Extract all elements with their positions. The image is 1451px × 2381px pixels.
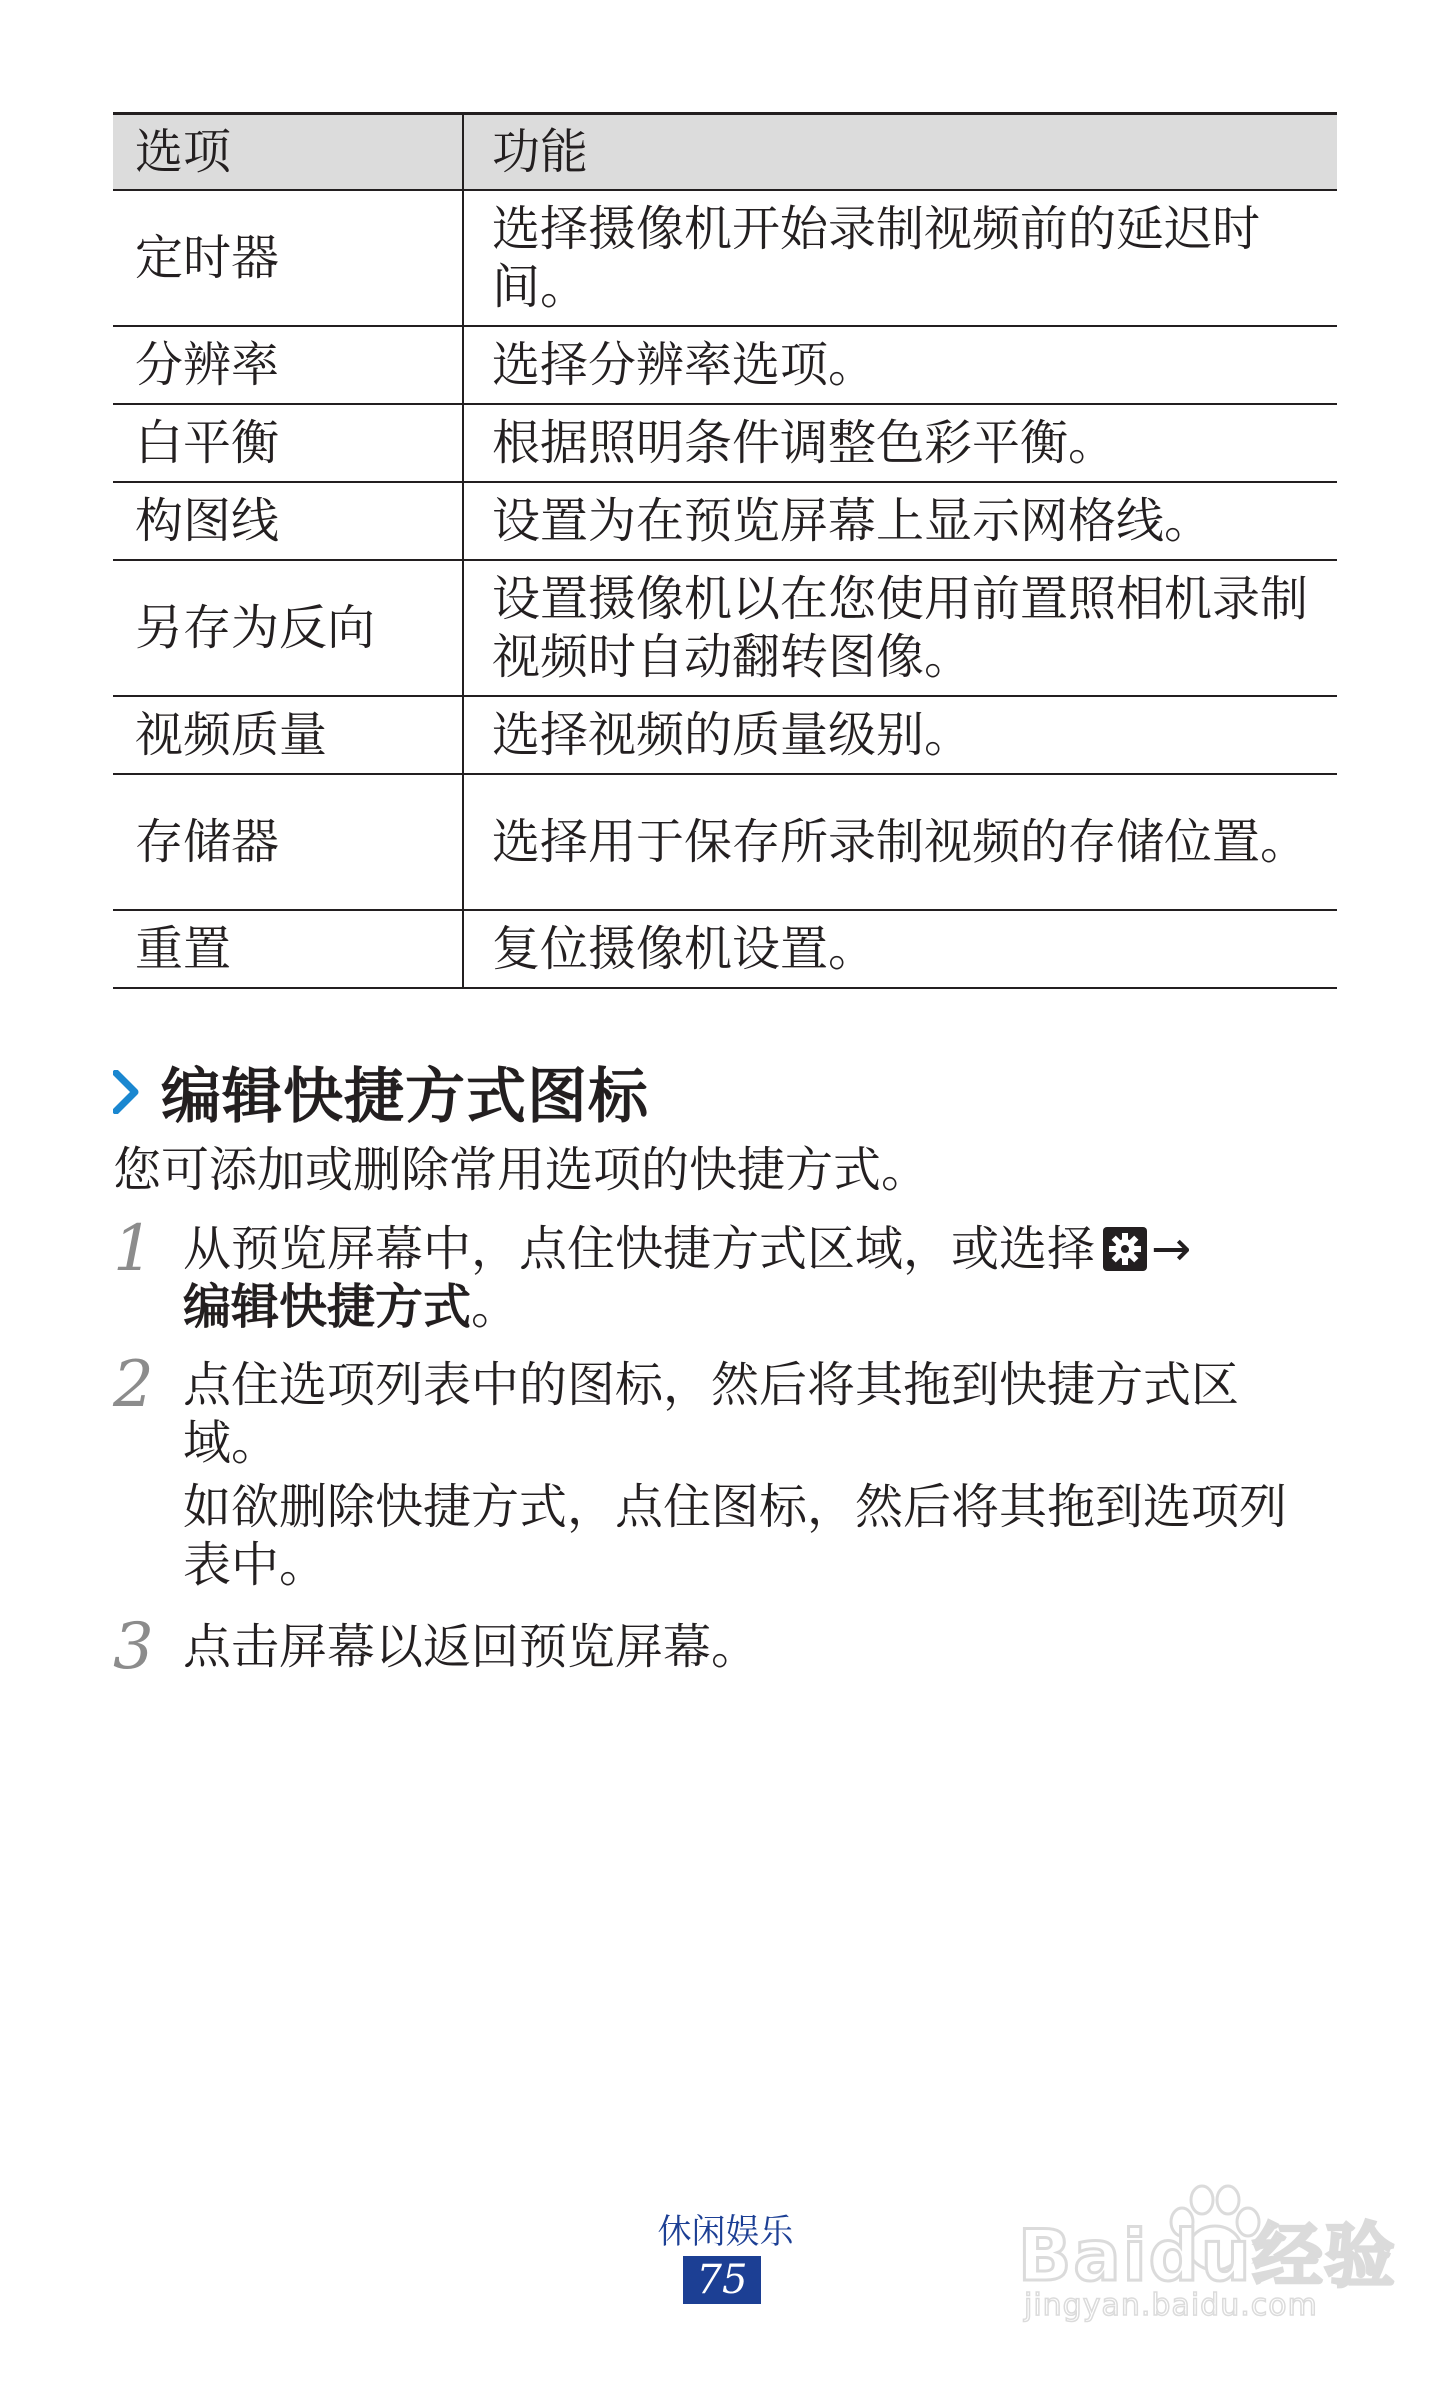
- option-cell: 存储器: [113, 774, 463, 910]
- function-cell: 根据照明条件调整色彩平衡。: [463, 404, 1337, 482]
- page-number: 75: [683, 2256, 761, 2304]
- table-row: [113, 482, 1337, 560]
- chapter-label: 休闲娱乐: [657, 2212, 794, 2252]
- step-text: [183, 1220, 1333, 1336]
- option-cell: 视频质量: [113, 696, 463, 774]
- settings-gear-icon: [1103, 1227, 1147, 1271]
- table-row: [113, 404, 1337, 482]
- function-cell: 设置为在预览屏幕上显示网格线。: [463, 482, 1337, 560]
- table-row: [113, 326, 1337, 404]
- chevron-right-icon: [113, 1070, 139, 1114]
- option-cell: 定时器: [113, 190, 463, 326]
- watermark-brand: Baidu经验: [1018, 2215, 1397, 2297]
- header-option: 选项: [113, 114, 463, 191]
- step-number: 1: [113, 1212, 154, 1286]
- function-cell: 复位摄像机设置。: [463, 910, 1337, 988]
- watermark-url: jingyan.baidu.com: [1024, 2288, 1318, 2323]
- table-header-row: [113, 114, 1337, 191]
- camcorder-options-table: [113, 112, 1337, 989]
- section-title: 编辑快捷方式图标: [161, 1062, 649, 1132]
- table-row: [113, 696, 1337, 774]
- table-row: [113, 774, 1337, 910]
- step-text-before: 从预览屏幕中，点住快捷方式区域，或选择: [183, 1221, 1096, 1277]
- step-text: 点击屏幕以返回预览屏幕。: [183, 1619, 760, 1675]
- function-cell: 选择分辨率选项。: [463, 326, 1337, 404]
- table-row: [113, 910, 1337, 988]
- option-cell: 另存为反向: [113, 560, 463, 696]
- step-text: 点住选项列表中的图标，然后将其拖到快捷方式区域。: [183, 1357, 1240, 1471]
- option-cell: 构图线: [113, 482, 463, 560]
- table-row: [113, 560, 1337, 696]
- step-number: 3: [113, 1610, 154, 1684]
- option-cell: 分辨率: [113, 326, 463, 404]
- step-note: 如欲删除快捷方式，点住图标，然后将其拖到选项列表中。: [183, 1479, 1288, 1593]
- function-cell: 选择摄像机开始录制视频前的延迟时间。: [463, 190, 1337, 326]
- function-cell: 选择用于保存所录制视频的存储位置。: [463, 774, 1337, 910]
- arrow-glyph: →: [1151, 1221, 1192, 1277]
- header-function: 功能: [463, 114, 1337, 191]
- option-cell: 重置: [113, 910, 463, 988]
- option-cell: 白平衡: [113, 404, 463, 482]
- function-cell: 设置摄像机以在您使用前置照相机录制视频时自动翻转图像。: [463, 560, 1337, 696]
- watermark: [1010, 2180, 1410, 2330]
- menu-option-edit-shortcuts: 编辑快捷方式: [183, 1279, 472, 1335]
- section-heading: [113, 1052, 649, 1132]
- section-intro: 您可添加或删除常用选项的快捷方式。: [113, 1142, 930, 1198]
- step-number: 2: [113, 1348, 154, 1422]
- table-row: [113, 190, 1337, 326]
- step-text-after: 。: [471, 1279, 520, 1335]
- function-cell: 选择视频的质量级别。: [463, 696, 1337, 774]
